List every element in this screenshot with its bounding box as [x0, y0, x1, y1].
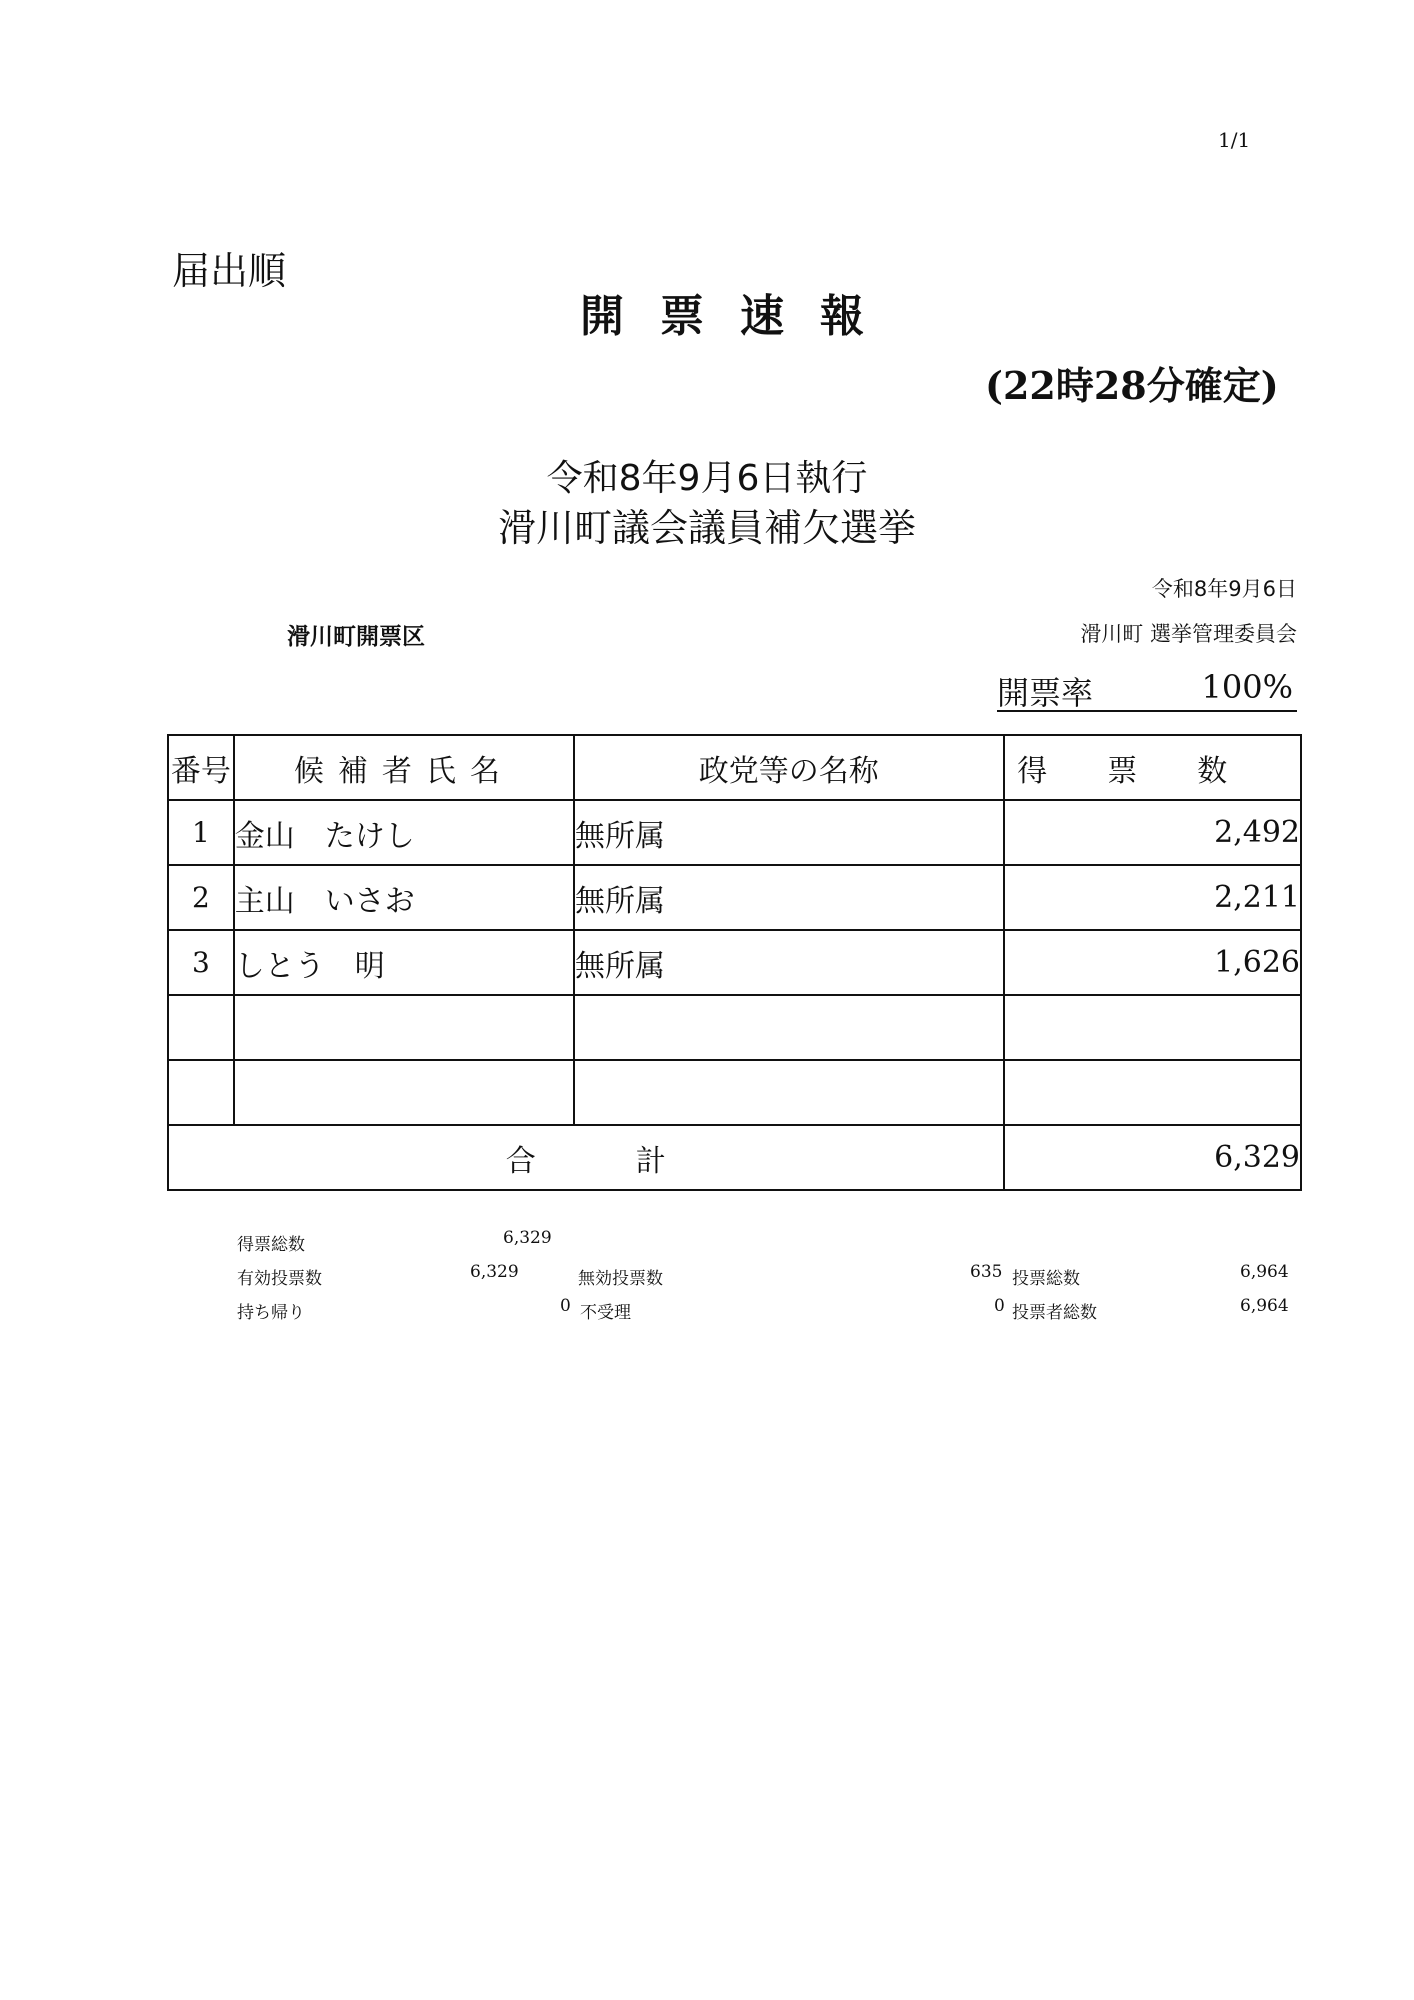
- row-no: 3: [168, 930, 234, 995]
- header-votes: 得票数: [1004, 735, 1302, 800]
- execution-date: 令和8年9月6日執行: [546, 458, 868, 499]
- counting-rate-value: 100%: [1201, 668, 1293, 706]
- election-name: 滑川町議会議員補欠選挙: [497, 506, 916, 550]
- summary-total-voters-value: 6,964: [1240, 1296, 1289, 1316]
- summary-total-voters-label: 投票者総数: [1012, 1303, 1097, 1323]
- row-name: 主山 いさお: [234, 865, 574, 930]
- header-party: 政党等の名称: [574, 735, 1003, 800]
- header-no: 番号: [168, 735, 234, 800]
- summary-invalid-votes-label: 無効投票数: [578, 1269, 663, 1289]
- total-label: 合計: [505, 1143, 766, 1179]
- page-number: 1/1: [1218, 128, 1251, 152]
- row-votes: 1,626: [1004, 930, 1302, 995]
- row-party: 無所属: [574, 865, 1003, 930]
- header-name: 候補者氏名: [234, 735, 574, 800]
- summary-not-accepted-value: 0: [994, 1296, 1005, 1316]
- issue-date: 令和8年9月6日: [1151, 577, 1297, 601]
- summary-valid-votes-value: 6,329: [470, 1262, 519, 1282]
- summary-total-ballots-value: 6,964: [1240, 1262, 1289, 1282]
- order-label: 届出順: [172, 249, 287, 293]
- row-name: 金山 たけし: [234, 800, 574, 865]
- summary-taken-home-value: 0: [560, 1296, 571, 1316]
- row-votes: 2,211: [1004, 865, 1302, 930]
- row-votes: 2,492: [1004, 800, 1302, 865]
- row-no: 1: [168, 800, 234, 865]
- summary-taken-home-label: 持ち帰り: [237, 1303, 305, 1323]
- page-title: 開票速報: [580, 291, 900, 342]
- row-party: 無所属: [574, 930, 1003, 995]
- summary-total-votes-label: 得票総数: [237, 1235, 305, 1255]
- total-votes: 6,329: [1004, 1125, 1302, 1190]
- summary-valid-votes-label: 有効投票数: [237, 1269, 322, 1289]
- committee-name: 滑川町 選挙管理委員会: [1080, 622, 1297, 646]
- row-no: 2: [168, 865, 234, 930]
- district-name: 滑川町開票区: [287, 624, 425, 650]
- confirmed-time: (22時28分確定): [985, 363, 1279, 408]
- row-name: しとう 明: [234, 930, 574, 995]
- summary-invalid-votes-value: 635: [970, 1262, 1003, 1282]
- summary-not-accepted-label: 不受理: [580, 1303, 631, 1323]
- summary-total-ballots-label: 投票総数: [1012, 1269, 1080, 1289]
- row-party: 無所属: [574, 800, 1003, 865]
- counting-rate-label: 開票率: [997, 674, 1094, 712]
- summary-total-votes-value: 6,329: [503, 1228, 552, 1248]
